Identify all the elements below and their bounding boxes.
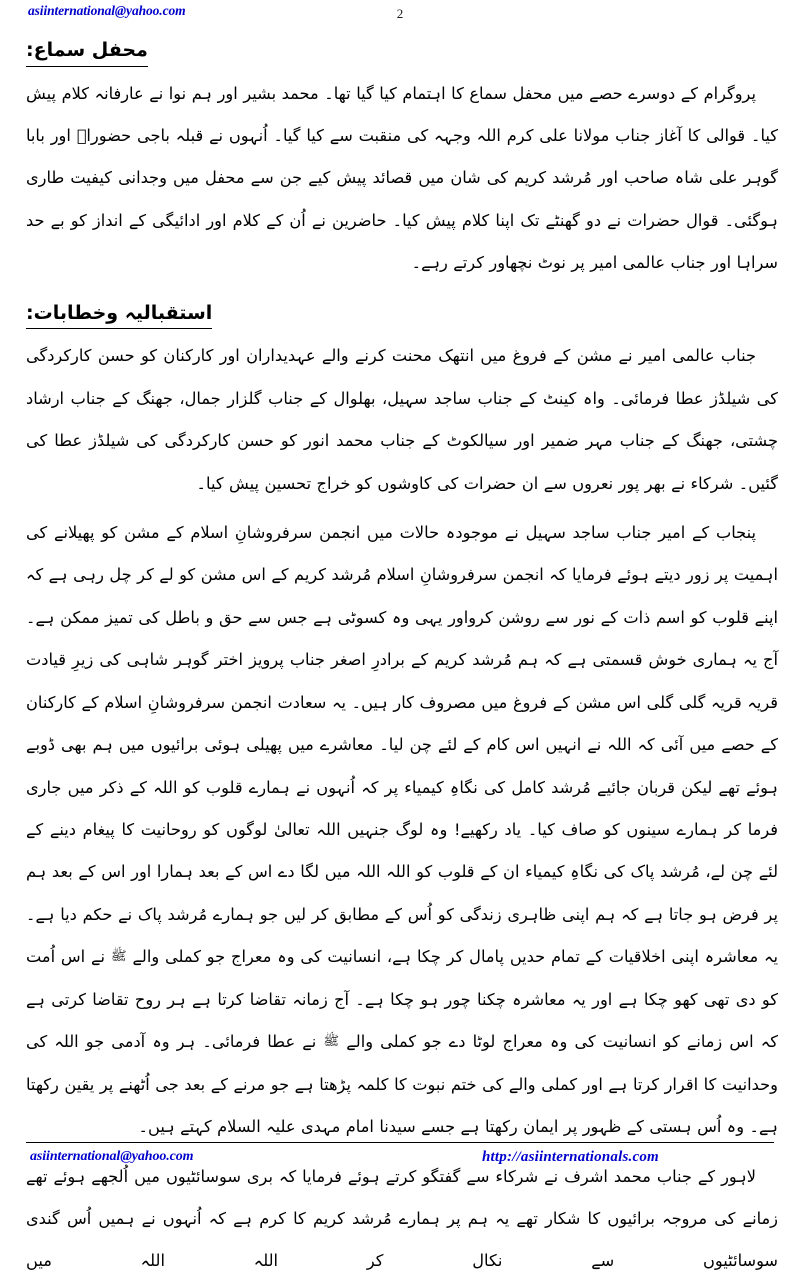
page-footer <box>26 1142 774 1182</box>
section-heading-text: محفل سماع: <box>26 36 148 67</box>
page-number: 2 <box>396 6 404 21</box>
footer-website-url[interactable]: http://asiinternationals.com <box>482 1149 659 1165</box>
honorific-sallallahu-alaihi-wasallam: ﷺ <box>110 949 127 965</box>
page-header <box>0 0 800 36</box>
header-email-address[interactable]: asiinternational@yahoo.com <box>28 3 186 18</box>
section-heading-mehfil-e-sama <box>26 36 778 67</box>
paragraph-lahore-speech: لاہور کے جناب محمد اشرف نے شرکاء سے گفتگو کرتے ہوئے فرمایا کہ بری سوسائٹیوں میں اُلجھے ہوئے تھے زمانے کی مروجہ برائیوں کا شکار تھے یہ ہم پر ہمارے مُرشد کریم کا کرم ہے کہ اُنہوں نے ہمیں اُس گندی سوسائٹیوں سے نکال کر اللہ اللہ میں <box>26 1166 778 1271</box>
paragraph-punjab-ameer-speech: پنجاب کے امیر جناب ساجد سہیل نے موجودہ حالات میں انجمن سرفروشانِ اسلام کے مشن کو پھیلانے کی اہمیت پر زور دیتے ہوئے فرمایا کہ انجمن سرفروشانِ اسلام مُرشد کریم کے اس مشن کو لے کر چل رہی ہے کہ اپنے قلوب کو اسم ذات کے نور سے روشن کرواور یہی وہ کسوٹی ہے جس سے حق و باطل کی تمیز ممکن ہے۔ آج یہ ہماری خوش قسمتی ہے کہ ہم مُرشد کریم کے برادرِ اصغر جناب پرویز اختر گوہر شاہی کی زیرِ قیادت قریہ قریہ گلی گلی اس مشن کے فروغ میں مصروف کار ہیں۔ یہ سعادت انجمن سرفروشانِ اسلام کے کارکنان کے حصے میں آئی کہ اللہ نے انہیں اس کام کے لئے چن لیا۔ معاشرے میں پھیلی ہوئی برائیوں میں ہم بھی ڈوبے ہوئے تھے لیکن قربان جائیے مُرشد کامل کی نگاہِ کیمیاء پر کہ اُنہوں نے ہمارے قلوب کو اللہ کے ذکر میں جاری فرما کر ہمارے سینوں کو صاف کیا۔ یاد رکھیے! وہ لوگ جنہیں اللہ تعالیٰ لوگوں کو روحانیت کا پیغام دینے کے لئے چن لے، مُرشد پاک کی نگاہِ کیمیاء ان کے قلوب کو اللہ اللہ میں لگا دے اس کے بعد ہمارا اور اس کے بعد ہم پر فرض ہو جاتا ہے کہ ہم اپنی ظاہری زندگی کو اُس کے مطابق کر لیں جو ہمارے مُرشد پاک نے حکم دیا ہے۔ یہ معاشرہ اپنی اخلاقیات کے تمام حدیں پامال کر چکا ہے، انسانیت کی وہ معراج جو کملی والے ﷺ نے اس اُمت کو دی تھی کھو چکا ہے اور یہ معاشرہ چکنا چور ہو چکا ہے۔ آج زمانہ تقاضا کرتا ہے ہر روح تقاضا کرتی ہے کہ اس زمانے کو انسانیت کی وہ معراج لوٹا دے جو کملی والے ﷺ نے عطا فرمائی۔ ہر وہ آدمی جو اللہ کی وحدانیت کا اقرار کرتا ہے اور کملی والے کی ختم نبوت کا کلمہ پڑھتا ہے جو مرنے کے بعد جی اُٹھنے پر یقین رکھتا ہے۔ وہ اُس ہستی کے ظہور پر ایمان رکھتا ہے جسے سیدنا امام مہدی علیہ السلام کہتے ہیں۔ <box>26 522 778 1137</box>
footer-email-address[interactable]: asiinternational@yahoo.com <box>30 1149 194 1164</box>
paragraph-mehfil-e-sama: پروگرام کے دوسرے حصے میں محفل سماع کا اہتمام کیا گیا تھا۔ محمد بشیر اور ہم نوا نے عارفانہ کلام پیش کیا۔ قوالی کا آغاز جناب مولانا علی کرم اللہ وجہہ کی منقبت سے کیا گیا۔ اُنہوں نے قبلہ باجی حضوراؐ اور بابا گوہر علی شاہ صاحب اور مُرشد کریم کی شان میں قصائد پیش کیے جن سے محفل میں وجدانی کیفیت طاری ہوگئی۔ قوال حضرات نے دو گھنٹے تک اپنا کلام پیش کیا۔ حاضرین نے اُن کے کلام اور ادائیگی کے انداز کو بے حد سراہا اور جناب عالمی امیر پر نوٹ نچھاور کرتے رہے۔ <box>26 83 778 273</box>
section-heading-istaqbalia-o-khitabat <box>26 299 778 330</box>
paragraph-shields-awards: جناب عالمی امیر نے مشن کے فروغ میں انتھک محنت کرنے والے عہدیداران اور کارکنان کو حسن کارکردگی کی شیلڈز عطا فرمائی۔ واہ کینٹ کے جناب ساجد سہیل، بھلوال کے جناب گلزار جمال، جھنگ کے جناب ارشاد چشتی، جھنگ کے جناب مہر ضمیر اور سیالکوٹ کے جناب محمد انور کو حسن کارکردگی کی شیلڈز عطا کی گئیں۔ شرکاء نے بھر پور نعروں سے ان حضرات کی کاوشوں کو خراج تحسین پیش کیا۔ <box>26 346 778 493</box>
honorific-sallallahu-alaihi-wasallam: ﷺ <box>323 1034 340 1050</box>
footer-divider <box>26 1142 774 1143</box>
section-heading-text: استقبالیہ وخطابات: <box>26 299 212 330</box>
